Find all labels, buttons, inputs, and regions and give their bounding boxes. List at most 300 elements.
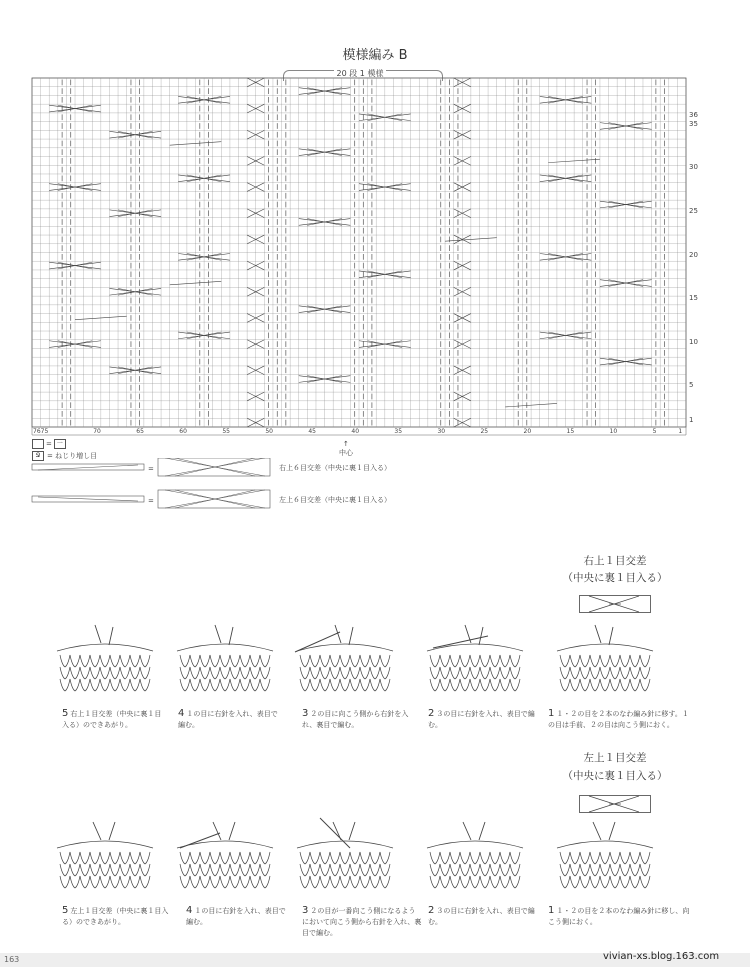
left-step-illustration	[130, 864, 140, 876]
row-number: 10	[689, 337, 698, 346]
right-step-illustration	[80, 667, 90, 679]
stitch-number: 25	[480, 428, 489, 435]
left-step-illustration	[620, 876, 630, 888]
left-step-illustration	[140, 864, 150, 876]
left-step-illustration	[80, 864, 90, 876]
right-step-illustration	[440, 667, 450, 679]
left-step-illustration	[130, 876, 140, 888]
right-step-illustration	[120, 667, 130, 679]
left-step-illustration	[240, 876, 250, 888]
right-step-illustration	[640, 679, 650, 691]
left-step-illustration	[430, 864, 440, 876]
right-step-illustration	[570, 655, 580, 667]
right-step-illustration	[490, 667, 500, 679]
right-step-illustration	[360, 679, 370, 691]
left-step-illustration	[180, 876, 190, 888]
left-step-illustration	[120, 852, 130, 864]
right-step-illustration	[450, 655, 460, 667]
right-step-illustration	[300, 667, 310, 679]
left-step-illustration	[260, 864, 270, 876]
left-step-illustration	[297, 841, 393, 848]
left-step-illustration	[260, 852, 270, 864]
stitch-number: 40	[351, 428, 360, 435]
right-step-illustration	[300, 679, 310, 691]
stitch-number: 65	[136, 428, 144, 435]
right-step-illustration	[260, 667, 270, 679]
left-step-illustration	[230, 876, 240, 888]
row-number: 5	[689, 381, 694, 390]
right-step-illustration	[110, 679, 120, 691]
right-step-illustration	[140, 655, 150, 667]
right-step-5: 5 右上１目交差（中央に裏１目入る）のできあがり。	[62, 708, 162, 729]
left-step-illustration	[490, 876, 500, 888]
right-step-illustration	[190, 667, 200, 679]
right-step-illustration	[460, 679, 470, 691]
right-step-illustration	[220, 679, 230, 691]
right-step-illustration	[220, 667, 230, 679]
right-step-illustration	[70, 655, 80, 667]
stitch-number: 5	[652, 428, 657, 435]
right-step-illustration	[510, 679, 520, 691]
right-step-illustration	[350, 667, 360, 679]
right-step-illustration	[260, 655, 270, 667]
right-step-illustration	[320, 667, 330, 679]
left-step-illustration	[380, 852, 390, 864]
right-step-illustration	[230, 679, 240, 691]
right-step-illustration	[300, 655, 310, 667]
right-step-illustration	[100, 667, 110, 679]
left-step-1: 1 １・２の目を２本のなわ編み針に移し、向こう側におく。	[548, 905, 690, 926]
left-step-illustration	[110, 852, 120, 864]
left-step-illustration	[380, 876, 390, 888]
left-step-illustration	[110, 864, 120, 876]
right-step-illustration	[340, 655, 350, 667]
right-step-illustration	[340, 667, 350, 679]
left-step-illustration	[190, 876, 200, 888]
left-step-illustration	[320, 876, 330, 888]
left-step-illustration	[70, 864, 80, 876]
left-step-illustration	[580, 876, 590, 888]
left-step-illustration	[590, 876, 600, 888]
right-step-illustration	[80, 655, 90, 667]
needle-icon	[213, 822, 235, 840]
left-step-illustration	[250, 864, 260, 876]
left-step-illustration	[500, 876, 510, 888]
right-step-illustration	[110, 667, 120, 679]
left-step-illustration	[330, 852, 340, 864]
right-step-illustration	[450, 679, 460, 691]
left-step-illustration	[430, 876, 440, 888]
right-step-illustration	[470, 679, 480, 691]
right-step-illustration	[240, 667, 250, 679]
right-step-illustration	[610, 667, 620, 679]
left-step-illustration	[450, 876, 460, 888]
left-step-illustration	[220, 852, 230, 864]
row-number: 20	[689, 250, 698, 259]
right-step-illustration	[470, 667, 480, 679]
right-step-illustration	[230, 667, 240, 679]
left-step-illustration	[370, 852, 380, 864]
left-step-illustration	[500, 852, 510, 864]
right-step-illustration	[260, 679, 270, 691]
right-step-illustration	[240, 679, 250, 691]
right-step-illustration	[630, 667, 640, 679]
left-step-illustration	[60, 864, 70, 876]
right-step-illustration	[320, 679, 330, 691]
left-step-illustration	[90, 864, 100, 876]
stitch-number: 60	[179, 428, 187, 435]
right-step-illustration	[360, 667, 370, 679]
row-number: 15	[689, 294, 698, 303]
right-step-illustration	[510, 655, 520, 667]
left-step-illustration	[240, 852, 250, 864]
right-step-illustration	[460, 655, 470, 667]
right-step-illustration	[330, 667, 340, 679]
left-step-illustration	[630, 864, 640, 876]
right-step-illustration	[210, 667, 220, 679]
right-step-illustration	[620, 667, 630, 679]
left-step-illustration	[130, 852, 140, 864]
right-step-illustration	[200, 667, 210, 679]
left-step-illustration	[260, 876, 270, 888]
left-step-illustration	[220, 864, 230, 876]
left-step-illustration	[510, 876, 520, 888]
left-step-illustration	[490, 864, 500, 876]
chart-title: 模様編み B	[342, 48, 408, 63]
cross-left-label: 左上６目交差（中央に裏１目入る）	[279, 496, 391, 504]
needle-icon	[320, 818, 350, 848]
left-step-illustration	[250, 876, 260, 888]
right-step-illustration	[590, 655, 600, 667]
left-step-illustration	[427, 841, 523, 848]
left-step-illustration	[340, 852, 350, 864]
needle-icon	[465, 625, 483, 645]
left-step-illustration	[570, 876, 580, 888]
right-step-illustration	[440, 655, 450, 667]
left-step-illustration	[90, 852, 100, 864]
right-step-illustration	[380, 679, 390, 691]
left-step-illustration	[70, 876, 80, 888]
right-step-illustration	[60, 667, 70, 679]
left-step-illustration	[600, 852, 610, 864]
left-step-illustration	[470, 852, 480, 864]
row-number: 36	[689, 110, 698, 119]
right-step-illustration	[560, 679, 570, 691]
right-step-illustration	[620, 679, 630, 691]
right-cross-subtitle: （中央に裏１目入る）	[562, 572, 668, 584]
left-step-illustration	[100, 876, 110, 888]
left-step-illustration	[80, 876, 90, 888]
right-step-illustration	[190, 655, 200, 667]
left-step-illustration	[210, 852, 220, 864]
right-step-illustration	[340, 679, 350, 691]
left-step-illustration	[240, 864, 250, 876]
center-label: 中心	[339, 449, 353, 457]
center-arrow-icon: ↑	[343, 440, 349, 448]
right-step-illustration	[490, 679, 500, 691]
right-step-illustration	[210, 679, 220, 691]
left-step-illustration	[60, 852, 70, 864]
right-step-illustration	[480, 679, 490, 691]
right-step-illustration	[580, 679, 590, 691]
left-step-illustration	[57, 841, 153, 848]
right-cross-title: 右上１目交差	[583, 555, 647, 567]
right-step-illustration	[190, 679, 200, 691]
needle-icon	[333, 822, 355, 840]
purl-symbol: 一	[54, 439, 66, 449]
left-step-illustration	[230, 852, 240, 864]
right-step-illustration	[100, 679, 110, 691]
right-step-illustration	[180, 655, 190, 667]
left-step-illustration	[177, 841, 273, 848]
needle-icon	[95, 625, 113, 645]
right-step-illustration	[90, 655, 100, 667]
stitch-number: 20	[523, 428, 532, 435]
right-step-illustration	[320, 655, 330, 667]
left-step-illustration	[350, 876, 360, 888]
left-step-illustration	[100, 864, 110, 876]
left-step-4: 4 １の目に右針を入れ、表目で編む。	[186, 905, 286, 926]
left-step-illustration	[300, 876, 310, 888]
right-step-illustration	[500, 667, 510, 679]
right-step-illustration	[370, 655, 380, 667]
left-step-illustration	[320, 864, 330, 876]
left-step-illustration	[120, 864, 130, 876]
right-step-illustration	[430, 655, 440, 667]
needle-icon	[215, 625, 233, 645]
row-number: 30	[689, 163, 698, 172]
left-step-illustration	[610, 876, 620, 888]
left-step-illustration	[320, 852, 330, 864]
left-step-illustration	[340, 876, 350, 888]
right-step-illustration	[350, 655, 360, 667]
left-step-illustration	[310, 876, 320, 888]
left-step-illustration	[100, 852, 110, 864]
left-step-illustration	[90, 876, 100, 888]
left-step-illustration	[360, 864, 370, 876]
left-cross-subtitle: （中央に裏１目入る）	[562, 770, 668, 782]
left-step-illustration	[300, 864, 310, 876]
left-step-illustration	[600, 864, 610, 876]
left-step-illustration	[630, 876, 640, 888]
right-step-illustration	[610, 679, 620, 691]
right-step-illustration	[610, 655, 620, 667]
twisted-label: = ねじり増し目	[47, 452, 98, 460]
right-step-illustration	[450, 667, 460, 679]
stitch-number: 10	[609, 428, 618, 435]
left-step-illustration	[210, 864, 220, 876]
left-step-illustration	[350, 852, 360, 864]
left-step-illustration	[600, 876, 610, 888]
right-step-illustration	[230, 655, 240, 667]
right-step-illustration	[120, 679, 130, 691]
left-step-illustration	[590, 864, 600, 876]
left-step-illustration	[430, 852, 440, 864]
right-step-illustration	[60, 655, 70, 667]
right-step-illustration	[180, 679, 190, 691]
left-cross-title: 左上１目交差	[583, 752, 647, 764]
svg-text:=: =	[148, 497, 154, 505]
needle-icon	[335, 625, 353, 645]
right-step-illustration	[580, 667, 590, 679]
left-step-illustration	[560, 864, 570, 876]
left-step-illustration	[580, 852, 590, 864]
left-step-illustration	[200, 864, 210, 876]
left-step-illustration	[300, 852, 310, 864]
needle-icon	[180, 833, 220, 848]
left-step-illustration	[360, 852, 370, 864]
right-step-3: 3 ２の目に向こう側から右針を入れ、裏目で編む。	[302, 708, 409, 729]
stitch-number: 50	[265, 428, 273, 435]
left-step-3: 3 ２の目が一番向こう側になるようにおいて向こう側から右針を入れ、裏目で編む。	[302, 905, 422, 937]
right-step-illustration	[440, 679, 450, 691]
right-step-illustration	[130, 655, 140, 667]
right-step-illustration	[140, 667, 150, 679]
right-step-illustration	[557, 644, 653, 651]
left-step-illustration	[200, 876, 210, 888]
left-step-illustration	[570, 852, 580, 864]
right-step-illustration	[57, 644, 153, 651]
left-step-illustration	[110, 876, 120, 888]
right-step-illustration	[380, 667, 390, 679]
right-step-illustration	[480, 667, 490, 679]
right-step-illustration	[130, 679, 140, 691]
left-step-illustration	[640, 852, 650, 864]
right-step-illustration	[370, 667, 380, 679]
left-step-illustration	[620, 864, 630, 876]
needle-icon	[593, 822, 615, 840]
left-step-illustration	[360, 876, 370, 888]
right-step-illustration	[460, 667, 470, 679]
right-step-illustration	[360, 655, 370, 667]
right-step-illustration	[310, 667, 320, 679]
right-step-illustration	[640, 667, 650, 679]
right-step-illustration	[630, 679, 640, 691]
right-step-illustration	[240, 655, 250, 667]
right-step-4: 4 １の目に右針を入れ、表目で編む。	[178, 708, 278, 729]
left-step-illustration	[490, 852, 500, 864]
right-step-illustration	[630, 655, 640, 667]
right-step-illustration	[330, 655, 340, 667]
right-step-illustration	[430, 667, 440, 679]
right-step-illustration	[250, 679, 260, 691]
right-step-illustration	[380, 655, 390, 667]
right-step-illustration	[510, 667, 520, 679]
right-step-illustration	[60, 679, 70, 691]
stitch-number: 15	[566, 428, 575, 435]
right-step-illustration	[200, 655, 210, 667]
right-step-illustration	[180, 667, 190, 679]
needle-icon	[295, 632, 340, 652]
right-step-illustration	[620, 655, 630, 667]
right-step-illustration	[500, 679, 510, 691]
right-step-illustration	[200, 679, 210, 691]
needle-icon	[463, 822, 485, 840]
left-step-illustration	[180, 852, 190, 864]
right-step-illustration	[70, 679, 80, 691]
right-step-illustration	[500, 655, 510, 667]
left-step-illustration	[190, 864, 200, 876]
left-step-illustration	[180, 864, 190, 876]
left-step-illustration	[60, 876, 70, 888]
left-step-illustration	[460, 876, 470, 888]
left-step-illustration	[590, 852, 600, 864]
right-step-illustration	[310, 679, 320, 691]
stitch-number: 30	[437, 428, 446, 435]
left-step-illustration	[620, 852, 630, 864]
left-step-illustration	[250, 852, 260, 864]
right-step-illustration	[330, 679, 340, 691]
right-step-illustration	[310, 655, 320, 667]
right-step-illustration	[570, 679, 580, 691]
left-step-illustration	[470, 864, 480, 876]
right-step-illustration	[580, 655, 590, 667]
right-step-illustration	[430, 679, 440, 691]
right-step-illustration	[70, 667, 80, 679]
needle-icon	[595, 625, 613, 645]
left-step-illustration	[70, 852, 80, 864]
row-number: 25	[689, 206, 698, 215]
stitch-number: 7675	[33, 428, 49, 435]
right-step-illustration	[590, 679, 600, 691]
right-step-illustration	[130, 667, 140, 679]
left-step-illustration	[190, 852, 200, 864]
left-step-illustration	[480, 876, 490, 888]
stitch-number: 45	[308, 428, 316, 435]
left-step-illustration	[310, 852, 320, 864]
right-step-illustration	[100, 655, 110, 667]
left-step-illustration	[370, 876, 380, 888]
left-step-illustration	[557, 841, 653, 848]
left-step-illustration	[140, 876, 150, 888]
right-step-1: 1 １・２の目を２本のなわ編み針に移す。１の目は手前、２の目は向こう側におく。	[548, 708, 689, 729]
svg-text:=: =	[148, 465, 154, 473]
right-step-illustration	[600, 655, 610, 667]
left-step-illustration	[440, 852, 450, 864]
left-step-illustration	[450, 864, 460, 876]
needle-icon	[93, 822, 115, 840]
right-step-illustration	[560, 667, 570, 679]
left-step-illustration	[510, 864, 520, 876]
left-step-illustration	[440, 876, 450, 888]
right-step-illustration	[640, 655, 650, 667]
left-step-illustration	[560, 876, 570, 888]
right-step-illustration	[140, 679, 150, 691]
right-step-2: 2 ３の目に右針を入れ、表目で編む。	[428, 708, 535, 729]
left-step-illustration	[330, 864, 340, 876]
left-step-illustration	[640, 864, 650, 876]
right-step-illustration	[220, 655, 230, 667]
left-step-illustration	[370, 864, 380, 876]
left-step-illustration	[560, 852, 570, 864]
right-step-illustration	[600, 679, 610, 691]
left-step-illustration	[460, 864, 470, 876]
watermark: vivian-xs.blog.163.com	[603, 951, 720, 962]
left-step-illustration	[350, 864, 360, 876]
left-step-illustration	[460, 852, 470, 864]
right-step-illustration	[177, 644, 273, 651]
cross-right-label: 右上６目交差（中央に裏１目入る）	[279, 464, 391, 472]
twisted-increase-icon: Ջ	[32, 451, 44, 461]
right-step-illustration	[600, 667, 610, 679]
right-step-illustration	[470, 655, 480, 667]
right-step-illustration	[590, 667, 600, 679]
right-step-illustration	[490, 655, 500, 667]
right-step-illustration	[80, 679, 90, 691]
left-step-illustration	[440, 864, 450, 876]
right-step-illustration	[570, 667, 580, 679]
left-step-illustration	[450, 852, 460, 864]
